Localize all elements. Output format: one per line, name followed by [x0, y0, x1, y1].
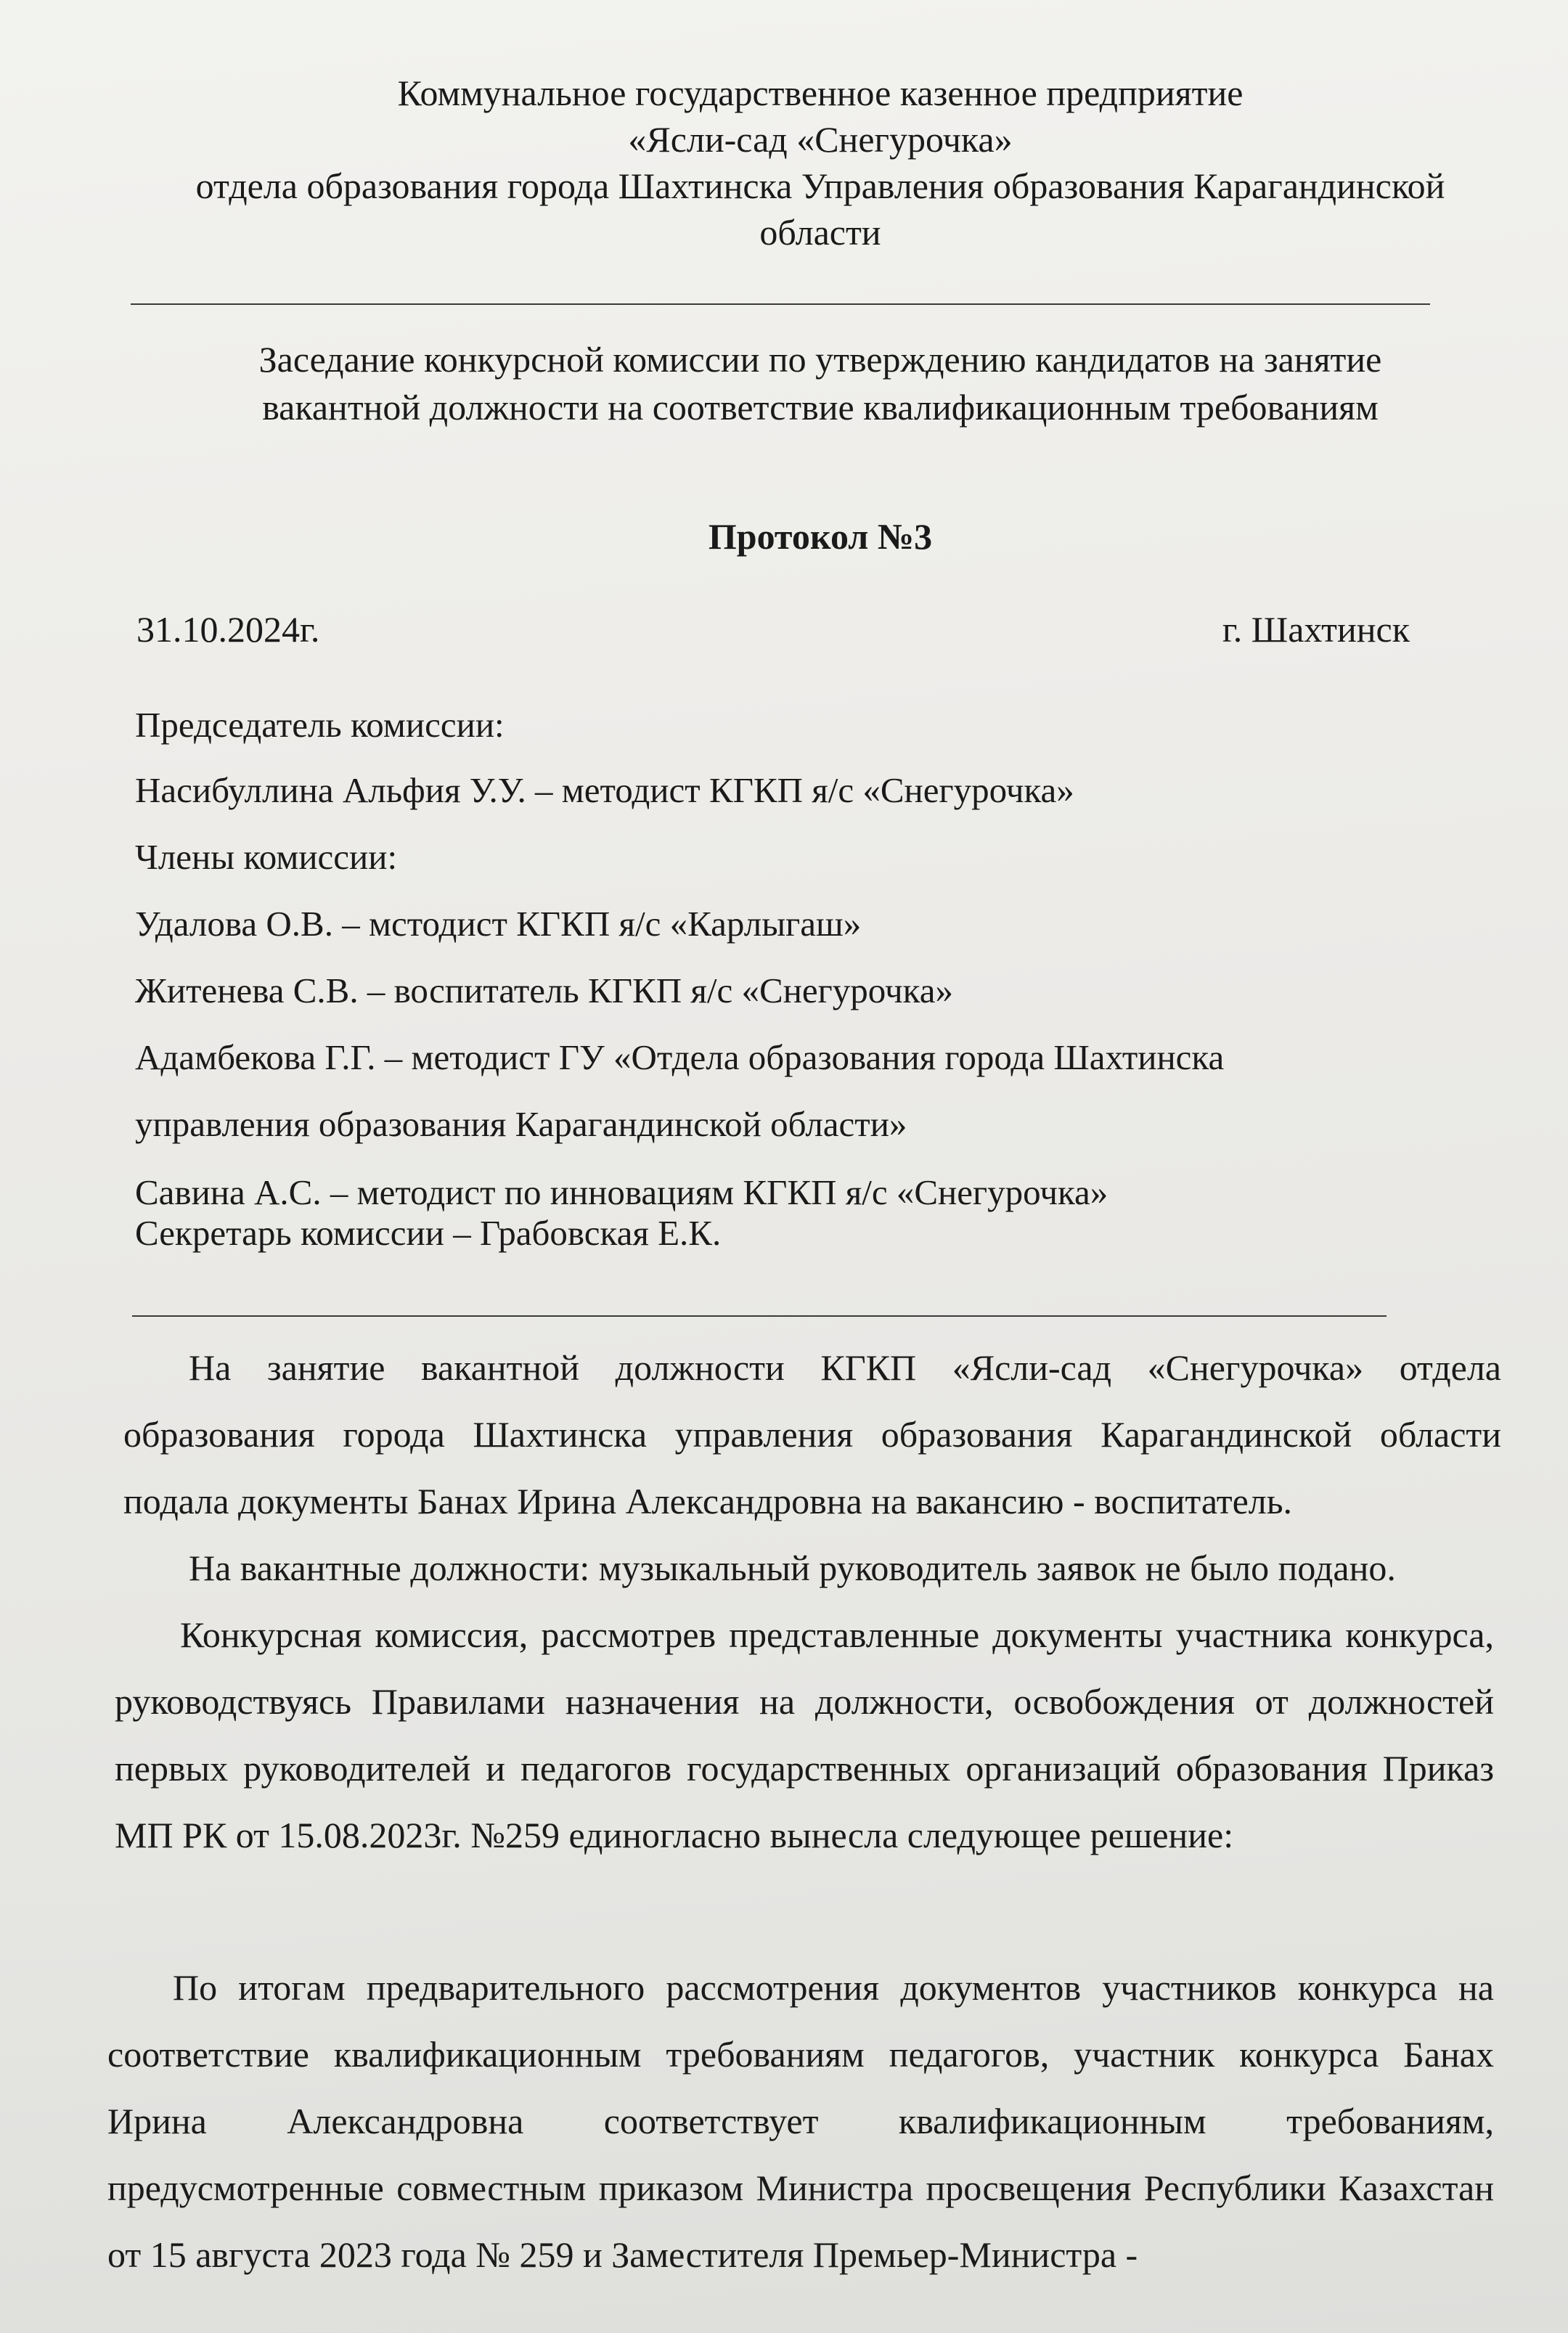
header-line-4: области — [759, 212, 881, 253]
paragraph-decision-text: Конкурсная комиссия, рассмотрев представленные документы участника конкурса, руководствуясь Правилами назначения на должности, освобождения от должностей первых руководителей и педагогов государственных организаций образования Приказ МП РК от 15.08.2023г. №259 единогласно вынесла следующее решение: — [115, 1614, 1494, 1855]
paragraph-applicant — [123, 1334, 1501, 1535]
chair-name: Насибуллина Альфия У.У. – методист КГКП я/с «Снегурочка» — [135, 770, 1074, 810]
protocol-city: г. Шахтинск — [1222, 609, 1410, 650]
member-zhiteneva: Житенева С.В. – воспитатель КГКП я/с «Снегурочка» — [135, 971, 953, 1010]
organization-header — [109, 70, 1532, 256]
chair-label: Председатель комиссии: — [135, 705, 505, 745]
paragraph-result-text: По итогам предварительного рассмотрения документов участников конкурса на соответствие квалификационным требованиям педагогов, участник конкурса Банах Ирина Александровна соответствует квалификационным требованиям, предусмотренные совместным приказом Министра просвещения Республики Казахстан от 15 августа 2023 года № 259 и Заместителя Премьер-Министра - — [107, 1967, 1494, 2275]
member-adambekova-cont: управления образования Карагандинской области» — [135, 1104, 907, 1144]
member-savina: Савина А.С. – методист по инновациям КГКП я/с «Снегурочка» — [135, 1172, 1108, 1212]
header-line-1: Коммунальное государственное казенное предприятие — [397, 73, 1244, 113]
paragraph-no-applications-text: На вакантные должности: музыкальный руководитель заявок не было подано. — [189, 1548, 1396, 1588]
paragraph-no-applications — [123, 1535, 1501, 1601]
session-line-2: вакантной должности на соответствие квалификационным требованиям — [262, 387, 1379, 428]
header-line-3: отдела образования города Шахтинска Управления образования Карагандинской — [195, 166, 1445, 206]
members-divider — [132, 1315, 1387, 1317]
header-divider — [131, 303, 1430, 305]
member-adambekova: Адамбекова Г.Г. – методист ГУ «Отдела образования города Шахтинска — [135, 1037, 1225, 1077]
paragraph-result — [107, 1954, 1494, 2288]
secretary: Секретарь комиссии – Грабовская Е.К. — [135, 1213, 722, 1253]
member-udalova: Удалова О.В. – мстодист КГКП я/с «Карлыгаш» — [135, 904, 862, 944]
session-line-1: Заседание конкурсной комиссии по утверждению кандидатов на занятие — [258, 339, 1382, 380]
protocol-title: Протокол №3 — [708, 516, 933, 557]
members-label: Члены комиссии: — [135, 837, 398, 877]
paragraph-applicant-text: На занятие вакантной должности КГКП «Ясли-сад «Снегурочка» отдела образования города Шахтинска управления образования Карагандинской области подала документы Банах Ирина Александровна на вакансию - воспитатель. — [123, 1347, 1501, 1521]
protocol-date: 31.10.2024г. — [136, 609, 320, 650]
session-subject — [109, 335, 1532, 431]
paragraph-decision — [115, 1601, 1494, 1868]
header-line-2: «Ясли-сад «Снегурочка» — [628, 119, 1013, 160]
